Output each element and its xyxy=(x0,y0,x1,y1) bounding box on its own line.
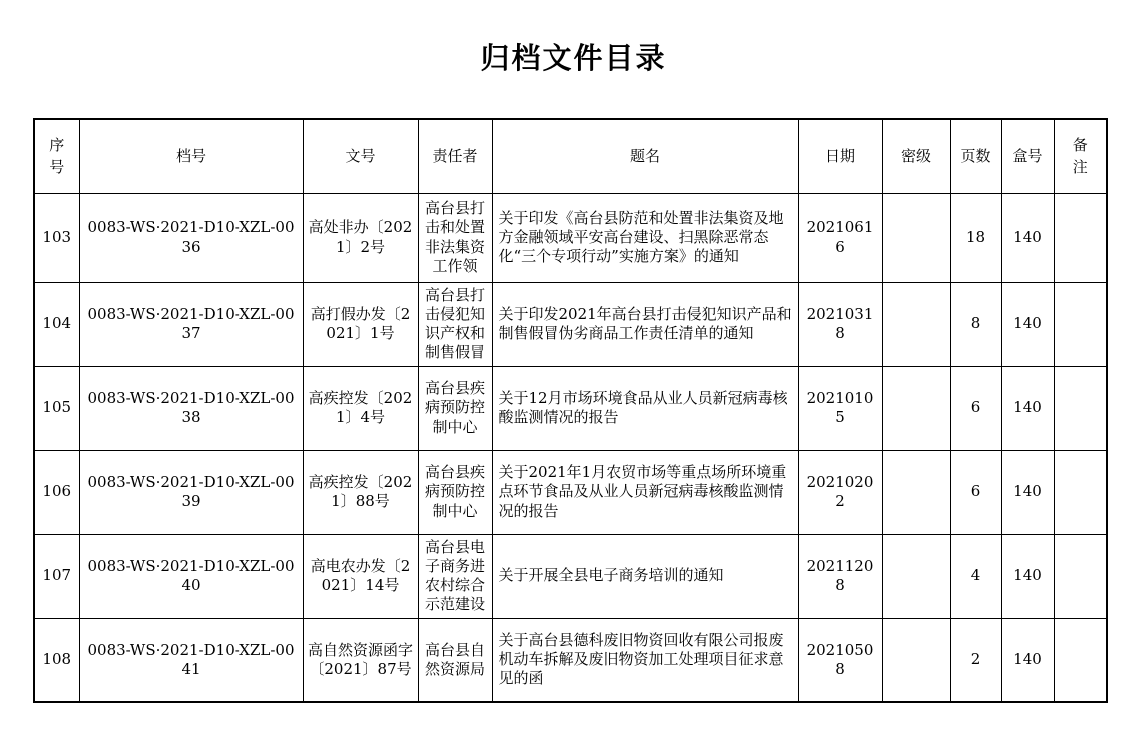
cell-responsible: 高台县疾病预防控制中心 xyxy=(418,366,492,450)
header-seq-label: 序号 xyxy=(49,135,65,177)
header-doc-number: 文号 xyxy=(303,119,418,193)
cell-file-number: 0083-WS·2021-D10-XZL-0041 xyxy=(79,618,303,702)
header-secrecy: 密级 xyxy=(882,119,950,193)
cell-title: 关于2021年1月农贸市场等重点场所环境重点环节食品及从业人员新冠病毒核酸监测情况的报告 xyxy=(492,450,798,534)
cell-remark xyxy=(1054,618,1107,702)
cell-title: 关于12月市场环境食品从业人员新冠病毒核酸监测情况的报告 xyxy=(492,366,798,450)
cell-page-count: 4 xyxy=(950,534,1001,618)
table-row xyxy=(34,193,1107,282)
cell-secrecy xyxy=(882,534,950,618)
header-seq xyxy=(34,119,79,193)
cell-title: 关于高台县德科废旧物资回收有限公司报废机动车拆解及废旧物资加工处理项目征求意见的函 xyxy=(492,618,798,702)
page-title: 归档文件目录 xyxy=(480,41,667,75)
cell-date: 20210318 xyxy=(798,282,882,366)
cell-page-count: 8 xyxy=(950,282,1001,366)
cell-file-number: 0083-WS·2021-D10-XZL-0037 xyxy=(79,282,303,366)
cell-box-number: 140 xyxy=(1001,618,1054,702)
cell-date: 20210616 xyxy=(798,193,882,282)
cell-secrecy xyxy=(882,282,950,366)
cell-remark xyxy=(1054,366,1107,450)
cell-doc-number: 高疾控发〔2021〕88号 xyxy=(303,450,418,534)
header-date: 日期 xyxy=(798,119,882,193)
cell-responsible: 高台县电子商务进农村综合示范建设 xyxy=(418,534,492,618)
table-row xyxy=(34,282,1107,366)
header-remark-label: 备注 xyxy=(1072,135,1088,177)
cell-file-number: 0083-WS·2021-D10-XZL-0040 xyxy=(79,534,303,618)
header-row xyxy=(34,119,1107,193)
cell-remark xyxy=(1054,534,1107,618)
cell-box-number: 140 xyxy=(1001,282,1054,366)
table-row xyxy=(34,534,1107,618)
cell-responsible: 高台县打击侵犯知识产权和制售假冒 xyxy=(418,282,492,366)
cell-doc-number: 高打假办发〔2021〕1号 xyxy=(303,282,418,366)
cell-remark xyxy=(1054,282,1107,366)
cell-page-count: 6 xyxy=(950,366,1001,450)
cell-box-number: 140 xyxy=(1001,534,1054,618)
archive-table-body xyxy=(34,193,1107,702)
cell-seq: 104 xyxy=(34,282,79,366)
cell-page-count: 2 xyxy=(950,618,1001,702)
cell-doc-number: 高电农办发〔2021〕14号 xyxy=(303,534,418,618)
cell-secrecy xyxy=(882,366,950,450)
header-page-count: 页数 xyxy=(950,119,1001,193)
table-header xyxy=(34,119,1107,193)
cell-file-number: 0083-WS·2021-D10-XZL-0039 xyxy=(79,450,303,534)
cell-date: 20210508 xyxy=(798,618,882,702)
cell-remark xyxy=(1054,450,1107,534)
cell-secrecy xyxy=(882,618,950,702)
cell-secrecy xyxy=(882,193,950,282)
table-row xyxy=(34,366,1107,450)
cell-title: 关于印发《高台县防范和处置非法集资及地方金融领域平安高台建设、扫黑除恶常态化“三个专项行动”实施方案》的通知 xyxy=(492,193,798,282)
cell-doc-number: 高自然资源函字〔2021〕87号 xyxy=(303,618,418,702)
cell-responsible: 高台县打击和处置非法集资工作领 xyxy=(418,193,492,282)
cell-date: 20211208 xyxy=(798,534,882,618)
header-responsible: 责任者 xyxy=(418,119,492,193)
cell-title: 关于印发2021年高台县打击侵犯知识产品和制售假冒伪劣商品工作责任清单的通知 xyxy=(492,282,798,366)
cell-responsible: 高台县疾病预防控制中心 xyxy=(418,450,492,534)
cell-file-number: 0083-WS·2021-D10-XZL-0036 xyxy=(79,193,303,282)
table-row xyxy=(34,618,1107,702)
cell-title: 关于开展全县电子商务培训的通知 xyxy=(492,534,798,618)
cell-remark xyxy=(1054,193,1107,282)
table-row xyxy=(34,450,1107,534)
cell-box-number: 140 xyxy=(1001,193,1054,282)
cell-seq: 105 xyxy=(34,366,79,450)
header-file-number: 档号 xyxy=(79,119,303,193)
cell-file-number: 0083-WS·2021-D10-XZL-0038 xyxy=(79,366,303,450)
archive-table xyxy=(33,118,1108,703)
cell-secrecy xyxy=(882,450,950,534)
cell-date: 20210105 xyxy=(798,366,882,450)
cell-page-count: 6 xyxy=(950,450,1001,534)
cell-responsible: 高台县自然资源局 xyxy=(418,618,492,702)
header-title: 题名 xyxy=(492,119,798,193)
cell-box-number: 140 xyxy=(1001,450,1054,534)
cell-seq: 106 xyxy=(34,450,79,534)
cell-seq: 103 xyxy=(34,193,79,282)
cell-seq: 108 xyxy=(34,618,79,702)
cell-doc-number: 高处非办〔2021〕2号 xyxy=(303,193,418,282)
header-box-number: 盒号 xyxy=(1001,119,1054,193)
cell-date: 20210202 xyxy=(798,450,882,534)
cell-box-number: 140 xyxy=(1001,366,1054,450)
cell-doc-number: 高疾控发〔2021〕4号 xyxy=(303,366,418,450)
header-remark xyxy=(1054,119,1107,193)
cell-seq: 107 xyxy=(34,534,79,618)
cell-page-count: 18 xyxy=(950,193,1001,282)
